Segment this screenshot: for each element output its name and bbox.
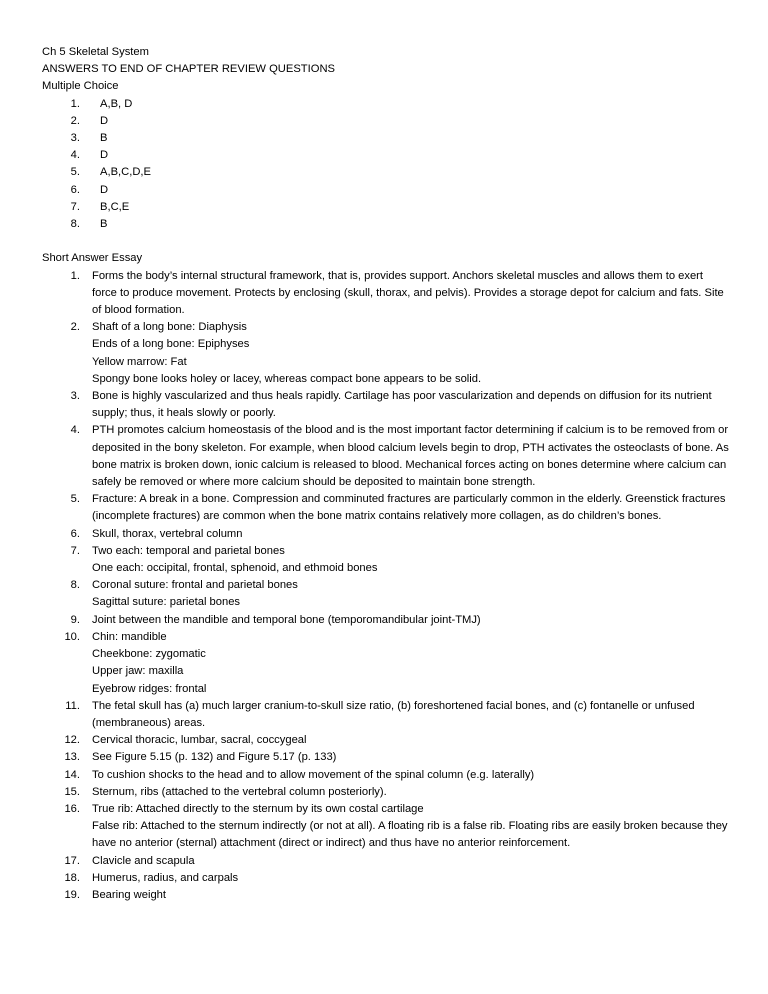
short-answer-item (42, 422, 730, 491)
item-number: 5. (70, 166, 80, 179)
item-number: 6. (70, 527, 80, 540)
item-body (92, 491, 730, 525)
item-body (92, 543, 730, 577)
answer-line: Eyebrow ridges: frontal (92, 682, 207, 695)
multiple-choice-list (42, 96, 730, 234)
answer-line: See Figure 5.15 (p. 132) and Figure 5.17 (p. 133) (92, 751, 337, 764)
short-answer-item (42, 853, 730, 870)
item-number: 3. (70, 390, 80, 403)
short-answer-item (42, 629, 730, 698)
short-answer-list (42, 268, 730, 905)
answer-line: Bone is highly vascularized and thus heals rapidly. Cartilage has poor vascularization and depends on diffusion for its nutrient supply; thus, it heals slowly or poorly. (92, 390, 712, 420)
item-body (92, 612, 730, 629)
answer-line: Skull, thorax, vertebral column (92, 527, 243, 540)
item-number: 7. (70, 200, 80, 213)
item-number: 13. (64, 751, 80, 764)
item-number: 6. (70, 183, 80, 196)
item-answer: A,B,C,D,E (100, 166, 151, 179)
item-number: 11. (65, 699, 80, 712)
answer-line: Shaft of a long bone: Diaphysis (92, 321, 247, 334)
item-body (92, 577, 730, 611)
short-answer-label: Short Answer Essay (42, 252, 143, 265)
item-number: 3. (70, 132, 80, 145)
answer-line: Ends of a long bone: Epiphyses (92, 338, 250, 351)
short-answer-item (42, 491, 730, 525)
short-answer-item (42, 577, 730, 611)
answer-line: Spongy bone looks holey or lacey, whereas compact bone appears to be solid. (92, 372, 482, 385)
answer-line: Humerus, radius, and carpals (92, 871, 239, 884)
item-number: 17. (64, 854, 80, 867)
item-body (92, 698, 730, 732)
item-number: 16. (64, 802, 80, 815)
short-answer-item (42, 801, 730, 853)
answer-line: The fetal skull has (a) much larger cranium-to-skull size ratio, (b) foreshortened facial bones, and (c) fontanelle or unfused (membraneous) areas. (92, 699, 695, 729)
item-answer: B,C,E (100, 200, 130, 213)
answer-line: Chin: mandible (92, 630, 167, 643)
answer-line: Sagittal suture: parietal bones (92, 596, 241, 609)
answer-line: Two each: temporal and parietal bones (92, 544, 285, 557)
item-body (92, 749, 730, 766)
answers-heading: ANSWERS TO END OF CHAPTER REVIEW QUESTIONS (42, 63, 335, 76)
short-answer-item (42, 732, 730, 749)
short-answer-item (42, 268, 730, 320)
short-answer-item (42, 543, 730, 577)
item-number: 7. (70, 544, 80, 557)
answer-line: PTH promotes calcium homeostasis of the blood and is the most important factor determining if calcium is to be removed from or deposited in the bony skeleton. For example, when blood calcium levels begin to drop, PTH activates the osteoclasts of bone. As bone matrix is broken down, ionic calcium is released to blood. Mechanical forces acting on bones determine where calcium can safely be removed or where more calcium should be deposited to maintain bone strength. (92, 424, 729, 489)
answer-line: Upper jaw: maxilla (92, 665, 184, 678)
item-body (92, 268, 730, 320)
item-answer: D (100, 114, 109, 127)
answer-line: Clavicle and scapula (92, 854, 195, 867)
multiple-choice-item (42, 96, 730, 113)
answer-line: Bearing weight (92, 888, 167, 901)
item-number: 18. (64, 871, 80, 884)
answer-line: Joint between the mandible and temporal bone (temporomandibular joint-TMJ) (92, 613, 481, 626)
short-answer-item (42, 887, 730, 904)
section-spacer (42, 233, 730, 250)
item-number: 8. (70, 218, 80, 231)
short-answer-item (42, 526, 730, 543)
item-number: 19. (64, 888, 80, 901)
answer-line: Forms the body’s internal structural framework, that is, provides support. Anchors skeletal muscles and allows them to exert force to produce movement. Protects by enclosing (skull, thorax, and pelvis). Provides a storage depot for calcium and fats. Site of blood formation. (92, 269, 724, 317)
item-number: 5. (70, 493, 80, 506)
item-body (92, 887, 730, 904)
multiple-choice-item (42, 182, 730, 199)
item-body (92, 388, 730, 422)
item-number: 1. (70, 97, 80, 110)
item-number: 1. (70, 269, 80, 282)
short-answer-item (42, 767, 730, 784)
answer-line: One each: occipital, frontal, sphenoid, and ethmoid bones (92, 562, 378, 575)
answer-line: Coronal suture: frontal and parietal bones (92, 579, 298, 592)
multiple-choice-item (42, 113, 730, 130)
item-number: 4. (70, 424, 80, 437)
item-number: 2. (70, 321, 80, 334)
answer-line: True rib: Attached directly to the sternum by its own costal cartilage (92, 802, 424, 815)
item-number: 4. (70, 149, 80, 162)
short-answer-item (42, 698, 730, 732)
item-body (92, 732, 730, 749)
short-answer-item (42, 784, 730, 801)
item-body (92, 870, 730, 887)
multiple-choice-item (42, 199, 730, 216)
item-number: 9. (70, 613, 80, 626)
item-answer: B (100, 218, 108, 231)
short-answer-item (42, 319, 730, 388)
answer-line: Fracture: A break in a bone. Compression and comminuted fractures are particularly common in the elderly. Greenstick fractures (incomplete fractures) are common when the bone matrix contains relatively more collagen, as do children’s bones. (92, 493, 726, 523)
item-number: 15. (64, 785, 80, 798)
answer-line: False rib: Attached to the sternum indirectly (or not at all). A floating rib is a false rib. Floating ribs are easily broken because they have no anterior (sternal) attachment (direct or indirect) and thus have no anterior reinforcement. (92, 820, 728, 850)
answer-line: Yellow marrow: Fat (92, 355, 187, 368)
item-body (92, 784, 730, 801)
item-body (92, 526, 730, 543)
document-header (42, 44, 730, 96)
item-number: 10. (64, 630, 80, 643)
multiple-choice-item (42, 130, 730, 147)
item-body (92, 767, 730, 784)
answer-line: Sternum, ribs (attached to the vertebral column posteriorly). (92, 785, 387, 798)
item-number: 14. (64, 768, 80, 781)
answer-line: Cervical thoracic, lumbar, sacral, coccygeal (92, 734, 307, 747)
short-answer-item (42, 749, 730, 766)
answer-line: To cushion shocks to the head and to allow movement of the spinal column (e.g. laterally) (92, 768, 535, 781)
chapter-title: Ch 5 Skeletal System (42, 46, 149, 58)
multiple-choice-item (42, 164, 730, 181)
short-answer-item (42, 388, 730, 422)
multiple-choice-item (42, 216, 730, 233)
item-body (92, 319, 730, 388)
item-answer: D (100, 183, 109, 196)
short-answer-item (42, 612, 730, 629)
item-number: 2. (70, 114, 80, 127)
item-number: 12. (64, 734, 80, 747)
item-number: 8. (70, 579, 80, 592)
item-body (92, 422, 730, 491)
short-answer-item (42, 870, 730, 887)
multiple-choice-item (42, 147, 730, 164)
multiple-choice-label: Multiple Choice (42, 80, 119, 93)
item-answer: D (100, 149, 109, 162)
answer-line: Cheekbone: zygomatic (92, 648, 206, 661)
item-body (92, 853, 730, 870)
item-answer: A,B, D (100, 97, 133, 110)
item-answer: B (100, 132, 108, 145)
item-body (92, 801, 730, 853)
item-body (92, 629, 730, 698)
